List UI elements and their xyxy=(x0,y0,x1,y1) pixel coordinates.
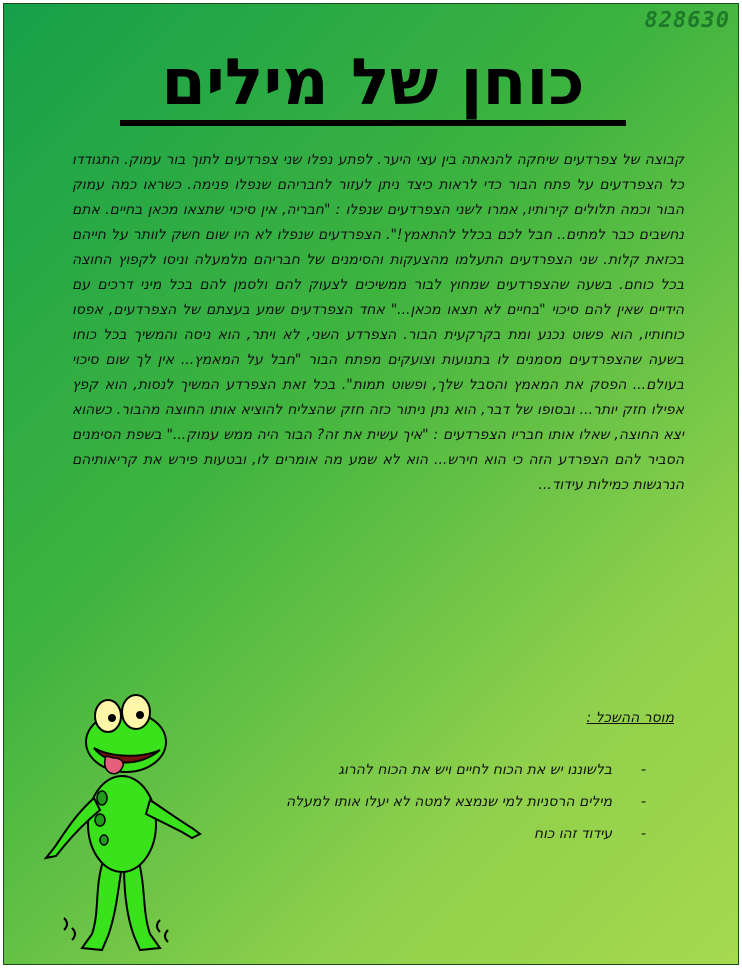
moral-item-text: מילים הרסניות למי שנמצא למטה לא יעלו אותו למעלה xyxy=(286,794,612,810)
moral-item xyxy=(226,758,646,790)
bullet-dash: - xyxy=(640,826,646,842)
page-number: 828630 xyxy=(644,8,730,33)
moral-heading: מוסר ההשכל : xyxy=(586,710,674,726)
frog-illustration xyxy=(42,688,202,958)
worksheet-page xyxy=(3,3,739,965)
moral-item-text: בלשוננו יש את הכוח לחיים ויש את הכוח להרוג xyxy=(338,762,612,778)
story-text xyxy=(72,148,684,498)
page-title: כוחן של מילים xyxy=(120,46,626,126)
moral-item-text: עידוד זהו כוח xyxy=(533,826,612,842)
moral-list xyxy=(226,758,646,854)
moral-item xyxy=(226,790,646,822)
story-paragraph: קבוצה של צפרדעים שיחקה להנאתה בין עצי היער. לפתע נפלו שני צפרדעים לתוך בור עמוק. התגודדו כל הצפרדעים על פתח הבור כדי לראות כיצד ניתן לעזור לחבריהם שנפלו פנימה. כשראו כמה עמוק הבור וכמה תלולים קירותיו, אמרו לשני הצפרדעים שנפלו : "חבריה, אין סיכוי שתצאו מכאן בחיים. אתם נחשבים כבר למתים.. חבל לכם בכלל להתאמץ!". הצפרדעים שנפלו לא היו שום חשק לוותר על חייהם בכזאת קלות. שני הצפרדעים התעלמו מהצעקות והסימנים של חבריהם מלמעלה וניסו לקפוץ החוצה בכל כוחם. בשעה שהצפרדעים שמחוץ לבור ממשיכים לצעוק להם ולסמן להם בכל מיני דרכים עם הידיים שאין להם סיכוי "בחיים לא תצאו מכאן..." אחד הצפרדעים שמע בעצתם של הצפרדעים, אפסו כוחותיו, הוא פשוט נכנע ומת בקרקעית הבור. הצפרדע השני, לא ויתר, הוא ניסה והמשיך בכל כוחו בשעה שהצפרדעים מסמנים לו בתנועות וצועקים מפתח הבור "חבל על המאמץ... אין לך שום סיכוי בעולם... הפסק את המאמץ והסבל שלך, ופשוט תמות". בכל זאת הצפרדע המשיך לנסות, הוא קפץ אפילו חזק יותר... ובסופו של דבר, הוא נתן ניתור כזה חזק שהצליח להוציא אותו החוצה מהבור. כשהוא יצא החוצה, שאלו אותו חבריו הצפרדעים : "איך עשית את זה? הבור היה ממש עמוק..." בשפת הסימנים הסביר להם הצפרדע הזה כי הוא חירש... הוא לא שמע מה אומרים לו, ובטעות פירש את קריאותיהם הנרגשות כמילות עידוד... xyxy=(72,152,684,493)
moral-item xyxy=(226,822,646,854)
bullet-dash: - xyxy=(640,794,646,810)
bullet-dash: - xyxy=(640,762,646,778)
